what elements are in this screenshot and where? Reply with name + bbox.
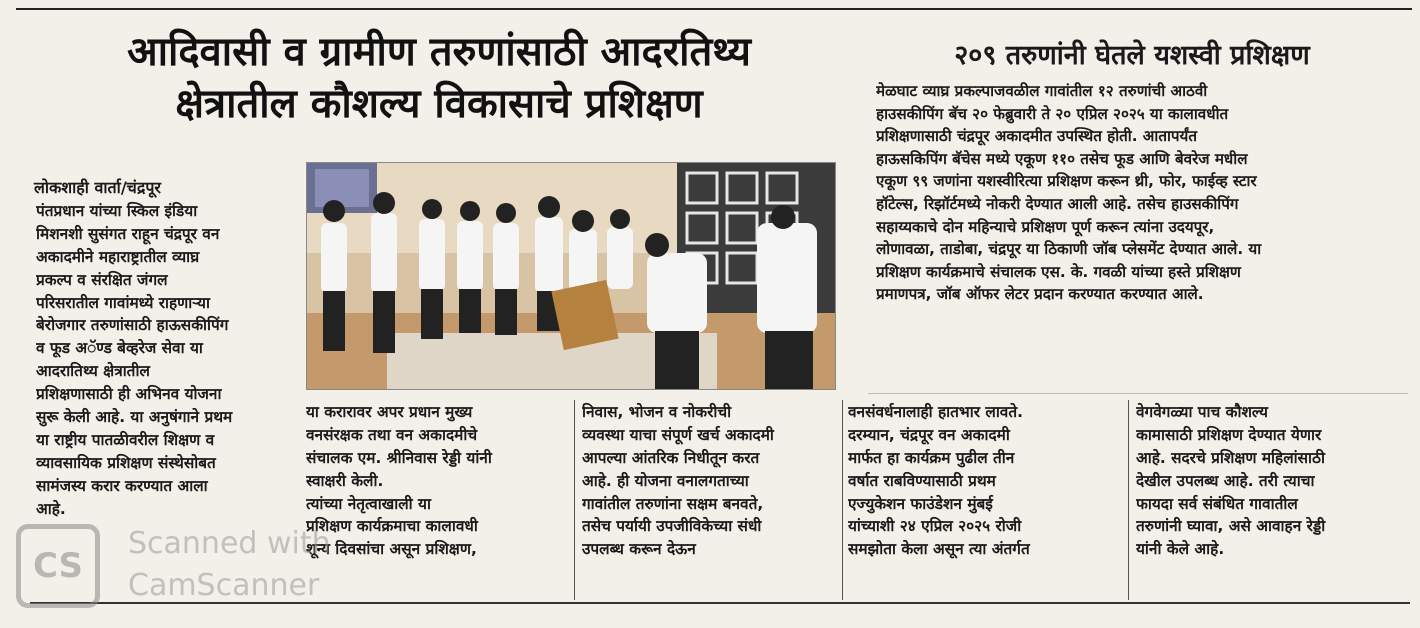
- right-article-line: प्रशिक्षणासाठी चंद्रपूर अकादमीत उपस्थित होती. आतापर्यंत: [876, 127, 1197, 146]
- right-article-line: हाउसकीपिंग बॅच २० फेब्रुवारी ते २० एप्रिल २०२५ या कालावधीत: [876, 104, 1229, 123]
- column-c1-line: पंतप्रधान यांच्या स्किल इंडिया: [36, 202, 198, 220]
- column-c3-line: निवास, भोजन व नोकरीची: [582, 403, 732, 421]
- right-article-line: एकूण ९९ जणांना यशस्वीरित्या प्रशिक्षण करून थ्री, फोर, फाईव्ह स्टार: [876, 172, 1257, 191]
- column-c1-line: प्रकल्प व संरक्षित जंगल: [36, 270, 168, 289]
- column-c3-line: तसेच पर्यायी उपजीविकेच्या संधी: [582, 517, 762, 536]
- right-article-body: [876, 80, 1416, 306]
- watermark-line-1: Scanned with: [128, 526, 331, 561]
- article-column-5: [1136, 401, 1408, 561]
- column-c2-line: त्यांच्या नेतृत्वाखाली या: [306, 494, 431, 513]
- column-c2-line: प्रशिक्षण कार्यक्रमाचा कालावधी: [306, 517, 478, 536]
- right-article-title: २०९ तरुणांनी घेतले यशस्वी प्रशिक्षण: [954, 40, 1310, 71]
- right-article-line: प्रशिक्षण कार्यक्रमाचे संचालक एस. के. गवळी यांच्या हस्ते प्रशिक्षण: [876, 262, 1241, 281]
- column-c4-line: दरम्यान, चंद्रपूर वन अकादमी: [848, 425, 1010, 444]
- column-c1-line: आदरातिथ्य क्षेत्रातील: [36, 362, 150, 381]
- column-c5-line: कामासाठी प्रशिक्षण देण्यात येणार: [1136, 425, 1322, 444]
- column-c1-line: व फूड अॅण्ड बेव्हरेज सेवा या: [36, 339, 203, 358]
- column-c1-line: प्रशिक्षणासाठी ही अभिनव योजना: [36, 385, 222, 404]
- headline-line-2: क्षेत्रातील कौशल्य विकासाचे प्रशिक्षण: [175, 81, 703, 127]
- camscanner-logo-icon: CS: [16, 524, 100, 608]
- column-c1-line: बेरोजगार तरुणांसाठी हाऊसकीपिंग: [36, 316, 229, 335]
- column-c1-line: अकादमीने महाराष्ट्रातील व्याघ्र: [36, 247, 200, 266]
- column-divider: [842, 400, 843, 600]
- right-article-line: मेळघाट व्याघ्र प्रकल्पाजवळील गावांतील १२ तरुणांची आठवी: [876, 82, 1208, 100]
- byline: लोकशाही वार्ता/चंद्रपूर: [34, 178, 161, 197]
- right-article-line: प्रमाणपत्र, जॉब ऑफर लेटर प्रदान करण्यात करण्यात आले.: [876, 285, 1204, 304]
- column-c4-line: यांच्याशी २४ एप्रिल २०२५ रोजी: [848, 517, 1022, 536]
- column-c5-line: आहे. सदरचे प्रशिक्षण महिलांसाठी: [1136, 448, 1325, 467]
- column-c4-line: समझोता केला असून त्या अंतर्गत: [848, 540, 1030, 559]
- right-article-line: सहाय्यकाचे दोन महिन्याचे प्रशिक्षण पूर्ण करून त्यांना उदयपूर,: [876, 217, 1215, 236]
- column-c3-line: आहे. ही योजना वनालगताच्या: [582, 471, 749, 490]
- column-c1-line: मिशनशी सुसंगत राहून चंद्रपूर वन: [36, 224, 220, 243]
- column-c4-line: मार्फत हा कार्यक्रम पुढील तीन: [848, 448, 1015, 467]
- column-c3-line: व्यवस्था याचा संपूर्ण खर्च अकादमी: [582, 425, 774, 444]
- column-c2-line: वनसंरक्षक तथा वन अकादमीचे: [306, 425, 478, 444]
- right-article-line: लोणावळा, ताडोबा, चंद्रपूर या ठिकाणी जॉब प्लेसमेंट देण्यात आले. या: [876, 240, 1262, 259]
- column-c3-line: आपल्या आंतरिक निधीतून करत: [582, 448, 760, 467]
- column-c2-line: संचालक एम. श्रीनिवास रेड्डी यांनी: [306, 448, 492, 467]
- photo-illustration: [307, 163, 835, 389]
- column-c1-line: या राष्ट्रीय पातळीवरील शिक्षण व: [36, 430, 215, 449]
- column-divider: [574, 400, 575, 600]
- column-c5-line: तरुणांनी घ्यावा, असे आवाहन रेड्डी: [1136, 517, 1326, 536]
- column-divider: [1128, 400, 1129, 600]
- column-c1-line: व्यावसायिक प्रशिक्षण संस्थेसोबत: [36, 453, 216, 472]
- column-c2-line: शून्य दिवसांचा असून प्रशिक्षण,: [306, 540, 477, 559]
- article-column-1: [36, 200, 282, 520]
- column-c5-line: देखील उपलब्ध आहे. तरी त्याचा: [1136, 471, 1315, 490]
- column-c2-line: स्वाक्षरी केली.: [306, 471, 384, 490]
- right-article-divider: [868, 393, 1408, 394]
- column-c4-line: वर्षात राबविण्यासाठी प्रथम: [848, 471, 996, 490]
- news-photo-trainees: [306, 162, 836, 390]
- column-c4-line: एज्युकेशन फाउंडेशन मुंबई: [848, 494, 993, 513]
- column-c4-line: वनसंवर्धनालाही हातभार लावते.: [848, 403, 1023, 421]
- column-c5-line: यांनी केले आहे.: [1136, 540, 1225, 559]
- headline-line-1: आदिवासी व ग्रामीण तरुणांसाठी आदरतिथ्य: [127, 29, 751, 75]
- column-c3-line: गावांतील तरुणांना सक्षम बनवते,: [582, 494, 764, 513]
- column-c5-line: फायदा सर्व संबंधित गावातील: [1136, 494, 1298, 513]
- column-c1-line: परिसरातील गावांमध्ये राहणाऱ्या: [36, 293, 210, 312]
- column-c5-line: वेगवेगळ्या पाच कौशल्य: [1136, 403, 1268, 421]
- column-c1-line: आहे.: [36, 499, 66, 518]
- column-c1-line: सुरू केली आहे. या अनुषंगाने प्रथम: [36, 408, 233, 427]
- watermark-line-2: CamScanner: [128, 568, 320, 603]
- article-column-4: [848, 401, 1124, 561]
- camscanner-watermark: [16, 520, 376, 616]
- right-article-line: हाऊसकिपिंग बॅचेस मध्ये एकूण ११० तसेच फूड आणि बेवरेज मधील: [876, 149, 1248, 168]
- right-article-line: हॉटेल्स, रिझॉर्टमध्ये नोकरी देण्यात आली आहे. तसेच हाउसकीपिंग: [876, 194, 1239, 213]
- article-column-3: [582, 401, 838, 561]
- column-c1-line: सामंजस्य करार करण्यात आला: [36, 476, 208, 495]
- headline: [30, 26, 848, 130]
- top-rule: [16, 8, 1412, 10]
- column-c2-line: या करारावर अपर प्रधान मुख्य: [306, 403, 473, 421]
- column-c3-line: उपलब्ध करून देऊन: [582, 540, 696, 559]
